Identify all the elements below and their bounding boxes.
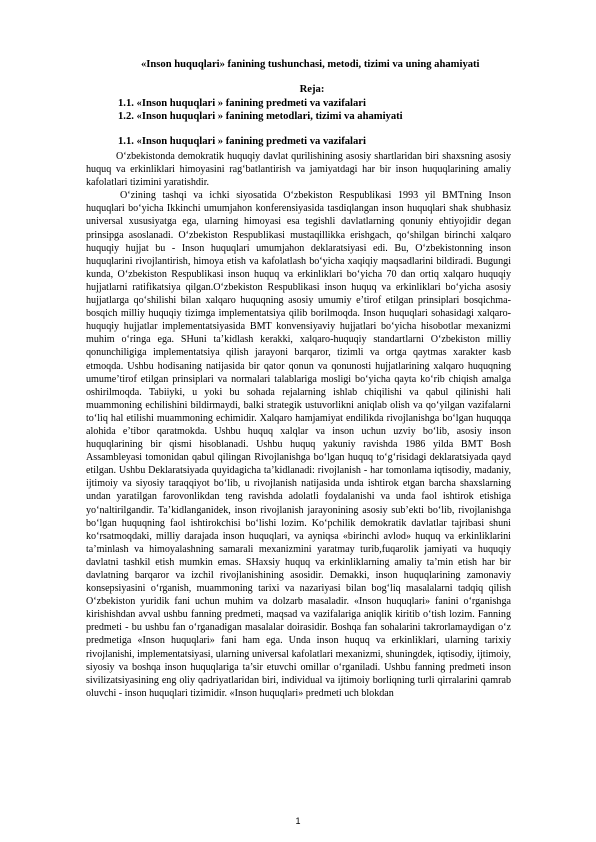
plan-heading: Reja: (299, 84, 325, 95)
section-heading: 1.1. «Inson huquqlari » fanining predmeti va vazifalari (118, 136, 366, 147)
body-text (86, 150, 511, 700)
page-number: 1 (295, 816, 301, 826)
plan-item-2: 1.2. «Inson huquqlari » fanining metodlari, tizimi va ahamiyati (118, 111, 403, 122)
document-title: «Inson huquqlari» fanining tushunchasi, metodi, tizimi va uning ahamiyati (141, 59, 480, 70)
plan-item-1: 1.1. «Inson huquqlari » fanining predmeti va vazifalari (118, 98, 366, 109)
paragraph-1: O‘zbekistonda demokratik huquqiy davlat qurilishining asosiy shartlaridan biri shaxsning asosiy huquq va erkinliklari himoyasini rag‘batlantirish va jamiyatdagi har bir inson huquqlarining amaliy kafolatlari tizimini yaratishdir. (86, 151, 511, 189)
paragraph-2: O‘zining tashqi va ichki siyosatida O‘zbekiston Respublikasi 1993 yil BMTning Inson huquqlari bo‘yicha Ikkinchi umumjahon konferensiyasida tasdiqlangan inson huquqlari shak shubhasiz universal xususiyatga ega, ularning himoyasi esa tegishli davlatlarning qonuniy ehtiyojidir degan prinsipga asoslanadi. O‘zbekiston Respublikasi mustaqillikka erishgach, qo‘shilgan birinchi xalqaro huquqiy hujjat bu - Inson huquqlari umumjahon deklaratsiyasi edi. Bu, O‘zbekistonning inson huquqlarini rivojlantirish, himoya etish va kafolatlash bo‘yicha xaqiqiy maqsadlarini bildiradi. Bugungi kunda, O‘zbekiston Respublikasi inson huquq va erkinliklari bo‘yicha 70 dan ortiq xalqaro huquqiy hujjatlarni ratifikatsiya qilgan.O‘zbekiston Respublikasi inson huquq va erkinliklari bo‘yicha asosiy hujjatlarga qo‘shilishi bilan xalqaro huquqning asosiy umumiy e’tirof etilgan prinsiplari bosqichma-bosqich milliy huquqiy tizimga implementatsiya qilib borilmoqda. Inson huquqlari sohasidagi xalqaro-huquqiy hujjatlar implementatsiyasida BMT konvensiyaviy hujjatlari bo‘yicha hisobotlar mexanizmi muhim o‘ringa ega. SHuni ta’kidlash kerakki, xalqaro-huquqiy standartlarni O‘zbekiston milliy qonunchiligiga implementatsiya qilish jarayoni barqaror, tizimli va ortga qaytmas xarakter kasb etmoqda. Ushbu hodisaning natijasida bir qator qonun va qonunosti hujjatlarining xalqaro huquqning umume’tirof etilgan prinsiplari va normalari talablariga mosligi bo‘yicha qayta ko‘rib chiqish amalga oshirilmoqda. Tabiiyki, u yoki bu sohada rejalarning ishlab chiqilishi va qabul qilinishi hali muammoning echilishini bildirmaydi, balki strategik ustuvorlikni aniqlab olish va qo‘yilgan vazifalarni to‘liq hal etilishi muammoning echimidir. Xalqaro hamjamiyat endilikda rivojlanishga bo‘lgan huquqqa alohida e’tibor qaratmokda. Ushbu huquq xalqlar va inson uchun uzviy bo‘lib, asosiy inson huquqlarining bir qismi hisoblanadi. Ushbu huquq yakuniy ravishda 1986 yilda BMT Bosh Assambleyasi tomonidan qabul qilingan Rivojlanishga bo‘lgan huquq to‘g‘risidagi deklaratsiyada qayd etilgan. Ushbu Deklaratsiyada quyidagicha ta’kidlanadi: rivojlanish - har tomonlama iqtisodiy, madaniy, ijtimoiy va siyosiy taraqqiyot bo‘lib, u rivojlanish natijasida unda ishtirok etgan barcha shaxslarning undan yaratilgan farovonlikdan teng ravishda adolatli foydalanishi va unda faol ishtirok etishiga yo‘naltirilgandir. Ta’kidlanganidek, inson rivojlanish jarayonining asosiy sub’ekti bo‘lib, rivojlanishga bo‘lgan huquqning faol ishtirokchisi bo‘lishi lozim. Ko‘pchilik demokratik davlatlar tajribasi shuni ko‘rsatmoqdaki, milliy darajada inson huquqlari, va ayniqsa «birinchi avlod» huquq va erkinliklarini ta’minlash va himoyalashning samarali mexanizmini yaratmay turib,fuqarolik jamiyati va huquqiy davlatni tashkil etish mumkin emas. SHaxsiy huquq va erkinliklarning amaliy ta’min etish har bir davlatning barqaror va izchil rivojlanishining asosidir. Demakki, inson huquqlarining zamonaviy konsepsiyasini o‘rganish, muammoning tarixi va nazariyasi bilan bog‘liq masalalarni tadqiq qilish O‘zbekiston yuridik fani uchun muhim va dolzarb masaladir. «Inson huquqlari» fanini o‘rganishga kirishishdan avval ushbu fanning predmeti, maqsad va vazifalariga aniqlik kiritib o‘tish lozim. Fanning predmeti - bu ushbu fan o‘rganadigan masalalar doirasidir. Boshqa fan sohalarini takrorlamaydigan o‘z predmetiga «Inson huquqlari» fani ham ega. Unda inson huquq va erkinliklari, ularning tarixiy rivojlanishi, implementatsiyasi, ularning universal kafolatlari mexanizmi, shuningdek, iqtisodiy, ijtimoiy, siyosiy va boshqa inson huquqlariga ta’sir etuvchi omillar o‘rganiladi. Ushbu fanning predmeti inson sivilizatsiyasining eng oliy qadriyatlaridan biri, individual va ijtimoiy borliqning turli qirralarini qamrab oluvchi - inson huquqlari tizimidir. «Inson huquqlari» predmeti uch blokdan (86, 190, 511, 699)
